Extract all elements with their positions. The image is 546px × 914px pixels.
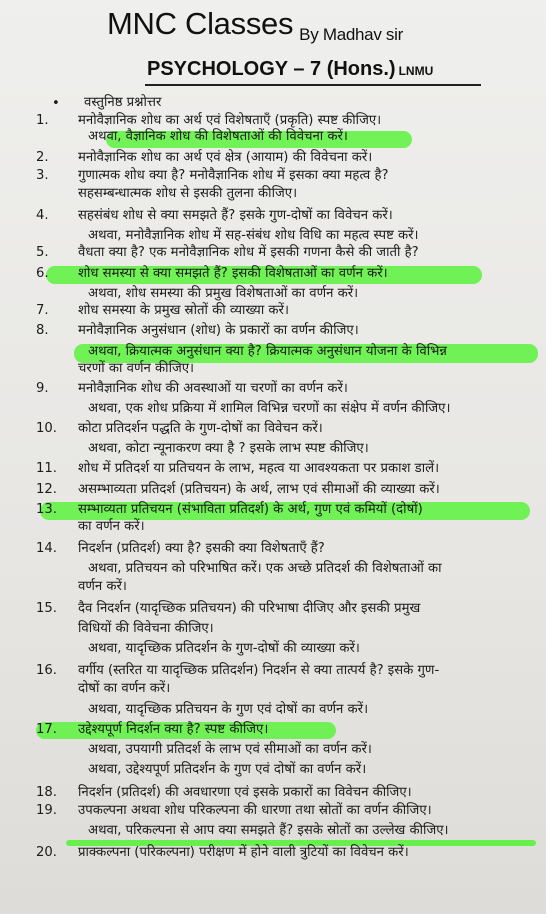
question-text: अथवा, परिकल्पना से आप क्या समझते हैं? इसके स्रोतों का उल्लेख कीजिए।: [88, 823, 449, 838]
question-number: 12.: [36, 482, 57, 497]
question-text: मनोवैज्ञानिक अनुसंधान (शोध) के प्रकारों का वर्णन कीजिए।: [78, 323, 359, 338]
question-text: शोध समस्या के प्रमुख स्रोतों की व्याख्या करें।: [78, 303, 289, 318]
question-number: 14.: [36, 541, 57, 556]
question-text: अथवा, एक शोध प्रक्रिया में शामिल विभिन्न चरणों का संक्षेप में वर्णन कीजिए।: [88, 401, 451, 416]
bullet-icon: •: [52, 96, 60, 111]
question-text: अथवा, मनोवैज्ञानिक शोध में सह-संबंध शोध विधि का महत्व स्पष्ट करें।: [88, 228, 419, 243]
question-text: अथवा, शोध समस्या की प्रमुख विशेषताओं का वर्णन करें।: [88, 286, 359, 301]
question-text: शोध समस्या से क्या समझते हैं? इसकी विशेषताओं का वर्णन करें।: [78, 266, 388, 281]
question-text: चरणों का वर्णन कीजिए।: [78, 361, 195, 376]
question-text: मनोवैज्ञानिक शोध की अवस्थाओं या चरणों का वर्णन करें।: [78, 381, 348, 396]
question-number: 10.: [36, 421, 57, 436]
question-text: मनोवैज्ञानिक शोध का अर्थ एवं विशेषताएँ (प्रकृति) स्पष्ट कीजिए।: [78, 113, 382, 128]
question-text: सम्भाव्यता प्रतिचयन (संभाविता प्रतिदर्श) के अर्थ, गुण एवं कमियों (दोषों): [78, 502, 423, 517]
question-text: उपकल्पना अथवा शोध परिकल्पना की धारणा तथा स्रोतों का वर्णन कीजिए।: [78, 803, 432, 818]
heading-underline: [145, 84, 481, 86]
title-text: MNC Classes: [107, 6, 294, 41]
byline: By Madhav sir: [299, 25, 403, 44]
question-text: अथवा, प्रतिचयन को परिभाषित करें। एक अच्छे प्रतिदर्श की विशेषताओं का: [88, 561, 442, 576]
question-text: अथवा, क्रियात्मक अनुसंधान क्या है? क्रियात्मक अनुसंधान योजना के विभिन्न: [88, 344, 447, 359]
question-number: 7.: [36, 303, 49, 318]
question-text: विधियों की विवेचना कीजिए।: [78, 621, 214, 636]
question-number: 4.: [36, 208, 49, 223]
question-number: 5.: [36, 245, 49, 260]
question-number: 8.: [36, 323, 49, 338]
question-number: 9.: [36, 381, 49, 396]
subject-heading: [147, 58, 433, 81]
question-text: सहसंबंध शोध से क्या समझते हैं? इसके गुण-दोषों का विवेचन करें।: [78, 208, 393, 223]
question-text: अथवा, यादृच्छिक प्रतिचयन के गुण एवं दोषों का वर्णन करें।: [88, 702, 369, 717]
question-number: 2.: [36, 150, 49, 165]
question-number: 11.: [36, 461, 57, 476]
question-text: प्राक्कल्पना (परिकल्पना) परीक्षण में होने वाली त्रुटियों का विवेचन करें।: [78, 845, 409, 860]
question-text: गुणात्मक शोध क्या है? मनोवैज्ञानिक शोध में इसका क्या महत्व है?: [78, 168, 389, 183]
question-text: अथवा, उपयागी प्रतिदर्श के लाभ एवं सीमाओं का वर्णन करें।: [88, 742, 372, 757]
question-text: अथवा, उद्देश्यपूर्ण प्रतिदर्शन के गुण एवं दोषों का वर्णन करें।: [88, 762, 367, 777]
question-text: असम्भाव्यता प्रतिदर्श (प्रतिचयन) के अर्थ, लाभ एवं सीमाओं की व्याख्या करें।: [78, 482, 440, 497]
question-text: उद्देश्यपूर्ण निदर्शन क्या है? स्पष्ट कीजिए।: [78, 722, 269, 737]
question-number: 6.: [36, 266, 49, 281]
question-text: का वर्णन करें।: [78, 519, 145, 534]
question-text: अथवा, यादृच्छिक प्रतिदर्शन के गुण-दोषों की व्याख्या करें।: [88, 641, 360, 656]
question-number: 13.: [36, 502, 57, 517]
question-number: 15.: [36, 601, 57, 616]
question-text: वर्गीय (स्तरित या यादृच्छिक प्रतिदर्शन) निदर्शन से क्या तात्पर्य है? इसके गुण-: [78, 663, 440, 678]
question-number: 3.: [36, 168, 49, 183]
question-text: कोटा प्रतिदर्शन पद्धति के गुण-दोषों का विवेचन करें।: [78, 421, 323, 436]
question-text: वर्णन करें।: [78, 579, 127, 594]
question-number: 1.: [36, 113, 49, 128]
question-text: निदर्शन (प्रतिदर्श) की अवधारणा एवं इसके प्रकारों का विवेचन कीजिए।: [78, 785, 412, 800]
question-text: दोषों का वर्णन करें।: [78, 681, 171, 696]
section-title: वस्तुनिष्ठ प्रश्नोत्तर: [84, 95, 162, 110]
question-number: 20.: [36, 845, 57, 860]
university-label: LNMU: [398, 64, 434, 78]
question-number: 17.: [36, 722, 57, 737]
question-text: अथवा, वैज्ञानिक शोध की विशेषताओं की विवेचना करें।: [88, 129, 348, 144]
question-text: शोध में प्रतिदर्श या प्रतिचयन के लाभ, महत्व या आवश्यकता पर प्रकाश डालें।: [78, 461, 440, 476]
question-text: सहसम्बन्धात्मक शोध से इसकी तुलना कीजिए।: [78, 186, 298, 201]
question-number: 16.: [36, 663, 57, 678]
question-text: वैधता क्या है? एक मनोवैज्ञानिक शोध में इसकी गणना कैसे की जाती है?: [78, 245, 419, 260]
question-text: अथवा, कोटा न्यूनाकरण क्या है ? इसके लाभ स्पष्ट कीजिए।: [88, 441, 369, 456]
question-text: निदर्शन (प्रतिदर्श) क्या है? इसकी क्या विशेषताएँ हैं?: [78, 541, 325, 556]
page-title: [107, 6, 403, 45]
question-number: 19.: [36, 803, 57, 818]
question-number: 18.: [36, 785, 57, 800]
question-text: दैव निदर्शन (यादृच्छिक प्रतिचयन) की परिभाषा दीजिए और इसकी प्रमुख: [78, 601, 421, 616]
question-text: मनोवैज्ञानिक शोध का अर्थ एवं क्षेत्र (आयाम) की विवेचना करें।: [78, 150, 373, 165]
subject-text: PSYCHOLOGY – 7 (Hons.): [147, 58, 396, 80]
